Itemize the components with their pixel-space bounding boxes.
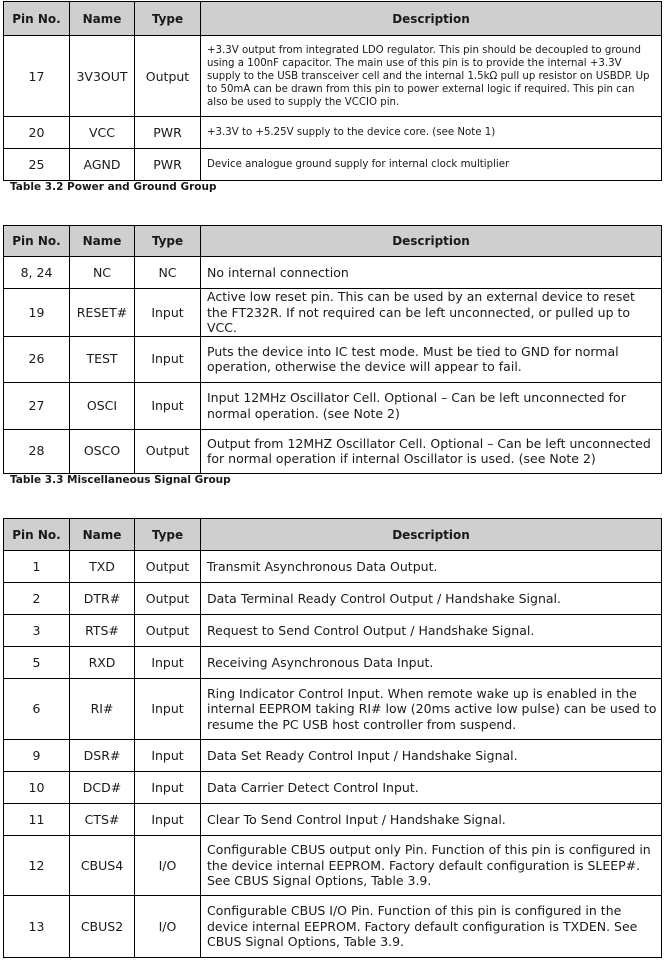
pin-number: 25	[4, 149, 70, 181]
pin-type: Input	[135, 679, 201, 740]
pin-description: Configurable CBUS I/O Pin. Function of this pin is configured in the device internal EEPROM. Factory default configuration is TXDEN. See CBUS Signal Options, Table 3.9.	[201, 896, 662, 958]
header-name: Name	[70, 519, 135, 551]
pin-type: I/O	[135, 836, 201, 896]
table-header-row	[4, 226, 662, 257]
pin-description: Data Terminal Ready Control Output / Handshake Signal.	[201, 583, 662, 615]
pin-name: RESET#	[70, 289, 135, 337]
pin-number: 17	[4, 36, 70, 117]
pin-name: VCC	[70, 117, 135, 149]
pin-type: Input	[135, 740, 201, 772]
pin-name: RTS#	[70, 615, 135, 647]
header-description: Description	[201, 2, 662, 36]
pin-description: +3.3V output from integrated LDO regulator. This pin should be decoupled to ground using a 100nF capacitor. The main use of this pin is to provide the internal +3.3V supply to the USB transceiver cell and the internal 1.5kΩ pull up resistor on USBDP. Up to 50mA can be drawn from this pin to power external logic if required. This pin can also be used to supply the VCCIO pin.	[201, 36, 662, 117]
header-description: Description	[201, 226, 662, 257]
pin-type: Input	[135, 289, 201, 337]
table-row	[4, 647, 662, 679]
table-row	[4, 117, 662, 149]
pin-name: TEST	[70, 336, 135, 382]
table-row	[4, 836, 662, 896]
pin-description: Ring Indicator Control Input. When remote wake up is enabled in the internal EEPROM taking RI# low (20ms active low pulse) can be used to resume the PC USB host controller from suspend.	[201, 679, 662, 740]
pin-number: 5	[4, 647, 70, 679]
pin-description: Active low reset pin. This can be used by an external device to reset the FT232R. If not required can be left unconnected, or pulled up to VCC.	[201, 289, 662, 337]
pin-number: 20	[4, 117, 70, 149]
pin-description: Output from 12MHZ Oscillator Cell. Optional – Can be left unconnected for normal operation if internal Oscillator is used. (see Note 2)	[201, 429, 662, 473]
header-type: Type	[135, 2, 201, 36]
pin-name: TXD	[70, 551, 135, 583]
table-row	[4, 336, 662, 382]
table-row	[4, 429, 662, 473]
pin-number: 11	[4, 804, 70, 836]
pin-number: 9	[4, 740, 70, 772]
table-row	[4, 896, 662, 958]
pin-number: 6	[4, 679, 70, 740]
pin-number: 26	[4, 336, 70, 382]
pin-number: 13	[4, 896, 70, 958]
pin-number: 1	[4, 551, 70, 583]
table-row	[4, 804, 662, 836]
pin-type: PWR	[135, 149, 201, 181]
header-name: Name	[70, 2, 135, 36]
table-row	[4, 36, 662, 117]
table-header-row	[4, 519, 662, 551]
pin-type: Output	[135, 36, 201, 117]
pin-number: 2	[4, 583, 70, 615]
header-pin-no: Pin No.	[4, 2, 70, 36]
pin-number: 10	[4, 772, 70, 804]
table-row	[4, 679, 662, 740]
pin-type: Input	[135, 336, 201, 382]
pin-type: Output	[135, 615, 201, 647]
pin-type: NC	[135, 257, 201, 289]
pin-name: RI#	[70, 679, 135, 740]
header-pin-no: Pin No.	[4, 226, 70, 257]
table-caption-power-ground: Table 3.2 Power and Ground Group	[10, 181, 217, 193]
pin-number: 3	[4, 615, 70, 647]
pin-name: AGND	[70, 149, 135, 181]
pin-description: Transmit Asynchronous Data Output.	[201, 551, 662, 583]
pin-name: RXD	[70, 647, 135, 679]
pin-type: Output	[135, 429, 201, 473]
pin-type: Input	[135, 804, 201, 836]
pin-name: OSCO	[70, 429, 135, 473]
table-row	[4, 615, 662, 647]
table-row	[4, 289, 662, 337]
header-pin-no: Pin No.	[4, 519, 70, 551]
pin-type: Output	[135, 583, 201, 615]
header-type: Type	[135, 226, 201, 257]
pin-name: OSCI	[70, 382, 135, 429]
header-type: Type	[135, 519, 201, 551]
pin-type: Input	[135, 647, 201, 679]
table-row	[4, 583, 662, 615]
table-row	[4, 382, 662, 429]
pin-name: 3V3OUT	[70, 36, 135, 117]
pin-description: +3.3V to +5.25V supply to the device core. (see Note 1)	[201, 117, 662, 149]
table-row	[4, 772, 662, 804]
pin-description: Configurable CBUS output only Pin. Function of this pin is configured in the device internal EEPROM. Factory default configuration is SLEEP#. See CBUS Signal Options, Table 3.9.	[201, 836, 662, 896]
pin-name: DCD#	[70, 772, 135, 804]
pin-name: CBUS2	[70, 896, 135, 958]
pin-number: 27	[4, 382, 70, 429]
pin-description: Data Carrier Detect Control Input.	[201, 772, 662, 804]
pin-type: Input	[135, 772, 201, 804]
table-caption-misc-signal: Table 3.3 Miscellaneous Signal Group	[10, 474, 231, 486]
table-row	[4, 257, 662, 289]
header-description: Description	[201, 519, 662, 551]
pin-number: 12	[4, 836, 70, 896]
table-header-row	[4, 2, 662, 36]
table-row	[4, 149, 662, 181]
pin-number: 28	[4, 429, 70, 473]
table-row	[4, 740, 662, 772]
pin-type: Input	[135, 382, 201, 429]
power-pins-table	[3, 1, 662, 181]
uart-pins-table	[3, 518, 662, 958]
pin-description: Device analogue ground supply for internal clock multiplier	[201, 149, 662, 181]
pin-name: CTS#	[70, 804, 135, 836]
pin-name: DTR#	[70, 583, 135, 615]
pin-description: Receiving Asynchronous Data Input.	[201, 647, 662, 679]
pin-number: 19	[4, 289, 70, 337]
pin-description: No internal connection	[201, 257, 662, 289]
pin-description: Request to Send Control Output / Handshake Signal.	[201, 615, 662, 647]
pin-number: 8, 24	[4, 257, 70, 289]
misc-pins-table	[3, 225, 662, 474]
pin-name: CBUS4	[70, 836, 135, 896]
pin-name: NC	[70, 257, 135, 289]
pin-type: Output	[135, 551, 201, 583]
header-name: Name	[70, 226, 135, 257]
pin-type: PWR	[135, 117, 201, 149]
pin-description: Data Set Ready Control Input / Handshake Signal.	[201, 740, 662, 772]
pin-type: I/O	[135, 896, 201, 958]
table-row	[4, 551, 662, 583]
pin-description: Clear To Send Control Input / Handshake Signal.	[201, 804, 662, 836]
pin-description: Input 12MHz Oscillator Cell. Optional – Can be left unconnected for normal operation. (see Note 2)	[201, 382, 662, 429]
pin-description: Puts the device into IC test mode. Must be tied to GND for normal operation, otherwise the device will appear to fail.	[201, 336, 662, 382]
pin-name: DSR#	[70, 740, 135, 772]
